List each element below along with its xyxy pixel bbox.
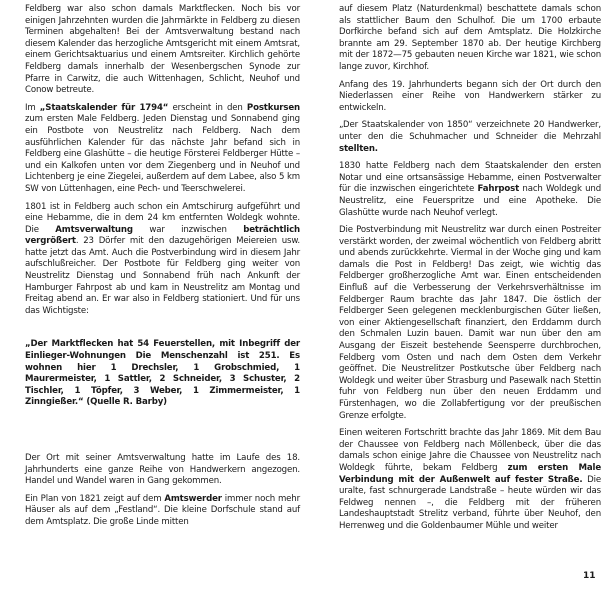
paragraph-plan-1821: Ein Plan von 1821 zeigt auf dem Amtswerder immer noch mehr Häuser als auf dem „Festland“. Die kleine Dorfschule stand auf dem Amtsplatz. Die große Linde mitten [25,493,300,527]
paragraph-marktflecken: Feldberg war also schon damals Marktflecken. Noch bis vor einigen Jahrzehnten wurden die Jahrmärkte in Feldberg zu diesen Terminen abgehalten! Bei der Amtsverwaltung bestand nach diesem Kalender das herzogliche Amtsgericht mit einem Amtsrat, einem Gerichtsaktuarius und einem Amtsreiter. Kirchlich gehörte Feldberg damals innerhalb der Wesenbergschen Synode zur Pfarre in Carwitz, die auch Wittenhagen, Schlicht, Neuhof und Conow betreute. [25,4,300,96]
right-column [339,4,601,533]
paragraph-handwerker: Der Ort mit seiner Amtsverwaltung hatte im Laufe des 18. Jahrhunderts eine ganze Reihe von Handwerkern angezogen. Handel und Wandel waren in Gang gekommen. [25,453,300,487]
page-number: 11 [583,571,596,581]
paragraph-staatskalender-1850: „Der Staatskalender von 1850“ verzeichnete 20 Handwerker, unter den die Schuhmacher und Schneider die Mehrzahl stellten. [339,120,601,154]
paragraph-postverbindung: Die Postverbindung mit Neustrelitz war durch einen Postreiter verstärkt worden, der zweimal wöchentlich von Feldberg abritt und abends zurückkehrte. Viermal in der Woche ging und kam damals die Post in Feldberg! Das zeigt, wie wichtig das Feldberger großherzogliche Amt war. Einen entscheidenden Einfluß auf die Verbesserung der Verkehrsverhältnisse im Feldberger Raum brachte das Jahr 1847. Die östlich der Feldberger Seen gelegenen mecklenburgischen Güter ließen, von einer Aktiengesellschaft finanziert, den Erddamm durch den Schmalen Luzin bauen. Damit war nun über den am Ausgang der Eiszeit bestehende Seensperre durchbrochen, Feldberg vom Osten und nach dem Osten dem Verkehr geöffnet. Die Neustrelitzer Postkutsche über Feldberg nach Woldegk und weiter über Strasburg und Pasewalk nach Stettin fuhr von Feldberg nun über den neuen Erddamm und Fürstenhagen, wo die Zollabfertigung vor der preußischen Grenze erfolgte. [339,225,601,421]
left-column [25,4,300,529]
paragraph-1830: 1830 hatte Feldberg nach dem Staatskalender den ersten Notar und eine ortsansässige Hebamme, einen Postverwalter für die inzwischen eingerichtete Fahrpost nach Woldegk und Neustrelitz, eine Feuerspritze und eine Apotheke. Die Glashütte wurde nach Neuhof verlegt. [339,161,601,218]
quote-barby: „Der Marktflecken hat 54 Feuerstellen, mit Inbegriff der Einlieger-Wohnungen Die Menschenzahl ist 251. Es wohnen hier 1 Drechsler, 1 Grobschmied, 1 Maurermeister, 1 Sattler, 2 Schneider, 3 Schuster, 2 Tischler, 1 Töpfer, 3 Weber, 1 Zimmermeister, 1 Zinngießer.“ (Quelle R. Barby) [25,339,300,408]
paragraph-19-jahrhundert: Anfang des 19. Jahrhunderts begann sich der Ort durch den Niederlassen einer Reihe von Handwerkern stärker zu entwickeln. [339,79,601,113]
paragraph-staatskalender-1794: Im „Staatskalender für 1794“ erscheint in den Postkursen zum ersten Male Feldberg. Jeden Dienstag und Sonnabend ging ein Postbote von Neustrelitz nach Feldberg. Nach dem ausführlichen Kalender für das nächste Jahr befand sich in Feldberg eine Glashütte – die heutige Försterei Feldberger Hütte – und ein Kalkofen unten vor dem Ziegenberg und in Neuhof und Lichtenberg je eine Ziegelei, außerdem auf dem Labee, also 5 km SW von Lüttenhagen, eine Pech- und Teerschwelerei. [25,102,300,194]
paragraph-1869: Einen weiteren Fortschritt brachte das Jahr 1869. Mit dem Bau der Chaussee von Feldberg nach Möllenbeck, über die das damals schon einige Jahre die Chaussee von Neustrelitz nach Woldegk führte, bekam Feldberg zum ersten Male Verbindung mit der Außenwelt auf fester Straße. Die uralte, fast schnurgerade Landstraße – heute würden wir das Feldweg nennen –, die Feldberg mit der früheren Landeshauptstadt Strelitz verband, führte über Neuhof, den Herrenweg und die Goldenbaumer Mühle und weiter [339,428,601,531]
paragraph-1801: 1801 ist in Feldberg auch schon ein Amtschirurg aufgeführt und eine Hebamme, die in dem 24 km entfernten Woldegk wohnte. Die Amtsverwaltung war inzwischen beträchtlich vergrößert. 23 Dörfer mit den dazugehörigen Meiereien usw. hatte jetzt das Amt. Auch die Postverbindung wird in diesem Jahr aufschlußreicher. Der Postbote für Feldberg ging weiter von Neustrelitz Dienstag und Sonnabend früh nach Ankunft der Hamburger Fahrpost ab und kam in Neustrelitz am Montag und Freitag abend an. Er war also in Feldberg stationiert. Und für uns das Wichtigste: [25,201,300,316]
paragraph-linde: auf diesem Platz (Naturdenkmal) beschattete damals schon als stattlicher Baum den Schulhof. Die um 1700 erbaute Dorfkirche befand sich auf dem Amtsplatz. Die Holzkirche brannte am 29. September 1870 ab. Der heutige Kirchberg mit der 1872—75 gebauten neuen Kirche war 1821, wie schon lange zuvor, Kirchhof. [339,4,601,72]
